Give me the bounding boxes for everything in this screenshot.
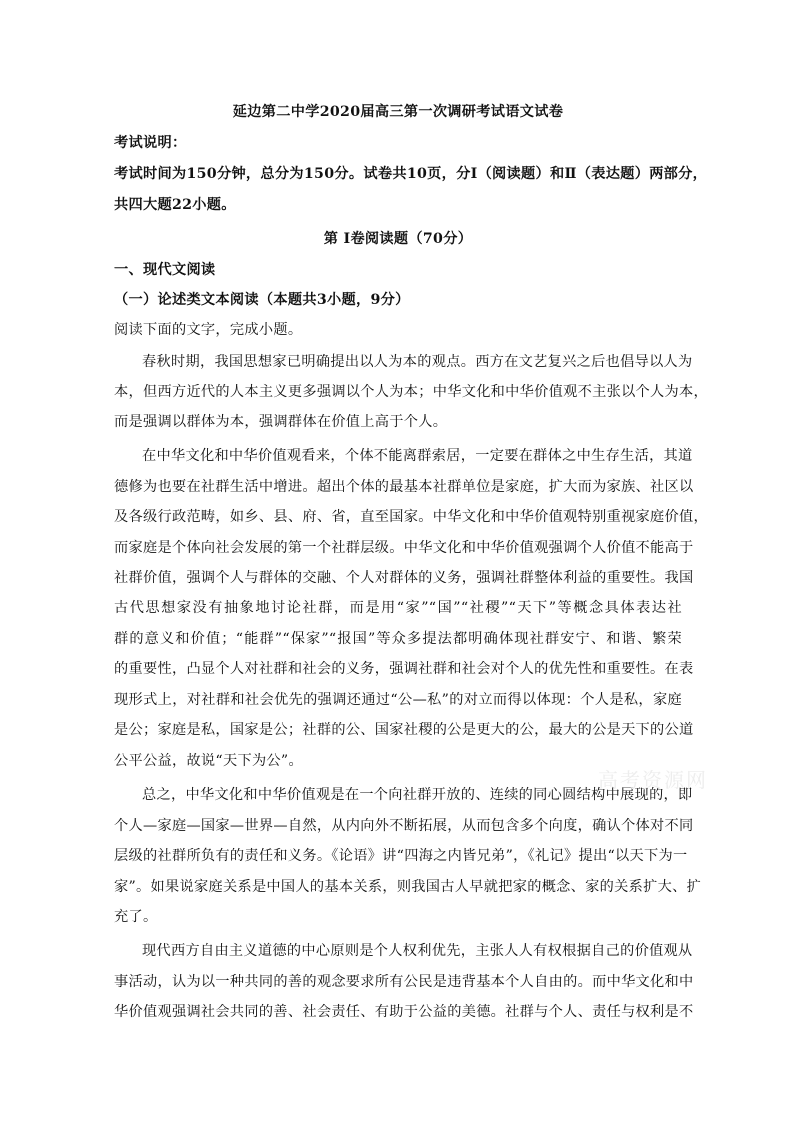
notes-line-1: 考试时间为150分钟，总分为150分。试卷共10页，分Ⅰ（阅读题）和Ⅱ（表达题）两部分， (114, 166, 708, 182)
paragraph-line: 及各级行政范畴，如乡、县、府、省，直至国家。中华文化和中华价值观特别重视家庭价值， (114, 509, 708, 525)
paragraph-line: 现形式上，对社群和社会优先的强调还通过“公—私”的对立而得以体现：个人是私，家庭 (114, 692, 682, 708)
part-title: 第 Ⅰ卷阅读题（70分） (323, 231, 473, 247)
paragraph-line: 现代西方自由主义道德的中心原则是个人权利优先，主张人人有权根据自己的价值观从 (142, 943, 693, 959)
notes-heading: 考试说明： (114, 135, 187, 151)
paragraph-line: 事活动，认为以一种共同的善的观念要求所有公民是违背基本个人自由的。而中华文化和中 (114, 974, 694, 990)
notes-line-2: 共四大题22小题。 (114, 197, 236, 213)
paragraph-line: 德修为也要在社群生活中增进。超出个体的最基本社群单位是家庭，扩大而为家族、社区以 (114, 479, 694, 495)
paragraph-line: 公平公益，故说“天下为公”。 (114, 753, 303, 769)
paragraph-line: 家”。如果说家庭关系是中国人的基本关系，则我国古人早就把家的概念、家的关系扩大、扩 (114, 879, 702, 895)
paragraph-line: 层级的社群所负有的责任和义务。《论语》讲“四海之内皆兄弟”，《礼记》提出“以天下为一 (114, 848, 688, 864)
paragraph-line: 本，但西方近代的人本主义更多强调以个人为本；中华文化和中华价值观不主张以个人为本， (114, 384, 708, 400)
subsection-heading: （一）论述类文本阅读（本题共3小题，9分） (114, 292, 410, 308)
paragraph-line: 是公；家庭是私，国家是公；社群的公、国家社稷的公是更大的公，最大的公是天下的公道 (114, 722, 694, 738)
paragraph-line: 华价值观强调社会共同的善、社会责任、有助于公益的美德。社群与个人、责任与权利是不 (114, 1004, 694, 1020)
watermark: 高考资源网 (598, 768, 708, 792)
paragraph-line: 而是强调以群体为本，强调群体在价值上高于个人。 (114, 414, 448, 430)
section-heading: 一、现代文阅读 (114, 262, 216, 278)
paragraph-line: 而家庭是个体向社会发展的第一个社群层级。中华文化和中华价值观强调个人价值不能高于 (114, 540, 694, 556)
paragraph-line: 群的意义和价值；“能群”“保家”“报国”等众多提法都明确体现社群安宁、和谐、繁荣 (114, 631, 682, 647)
paragraph-line: 古代思想家没有抽象地讨论社群，而是用“家”“国”“社稷”“天下”等概念具体表达社 (114, 600, 682, 616)
paragraph-line: 的重要性，凸显个人对社群和社会的义务，强调社群和社会对个人的优先性和重要性。在表 (114, 661, 694, 677)
paragraph-line: 总之，中华文化和中华价值观是在一个向社群开放的、连续的同心圆结构中展现的，即 (142, 787, 693, 803)
paragraph-line: 个人—家庭—国家—世界—自然，从内向外不断拓展，从而包含多个向度，确认个体对不同 (114, 818, 694, 834)
exam-title: 延边第二中学2020届高三第一次调研考试语文试卷 (232, 104, 564, 120)
instruction-text: 阅读下面的文字，完成小题。 (114, 322, 303, 338)
paragraph-line: 充了。 (114, 909, 158, 925)
paragraph-line: 社群价值，强调个人与群体的交融、个人对群体的义务，强调社群整体利益的重要性。我国 (114, 570, 694, 586)
paragraph-line: 春秋时期，我国思想家已明确提出以人为本的观点。西方在文艺复兴之后也倡导以人为 (142, 354, 693, 370)
paragraph-line: 在中华文化和中华价值观看来，个体不能离群索居，一定要在群体之中生存生活，其道 (142, 448, 693, 464)
